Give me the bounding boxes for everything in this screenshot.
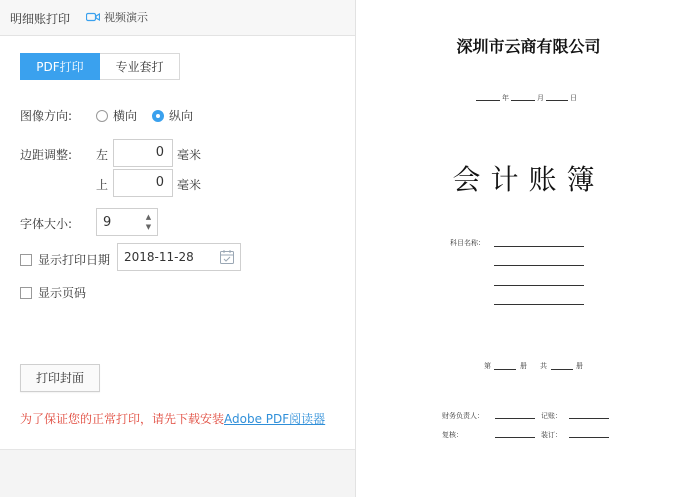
print-date-field[interactable] [117, 243, 241, 271]
total-underline [551, 369, 573, 370]
day-underline [546, 100, 568, 101]
font-size-value: 9 [103, 215, 112, 230]
year-label: 年 [502, 94, 509, 102]
finance-lead-label: 财务负责人： [442, 412, 484, 420]
total-prefix: 共 [540, 362, 547, 370]
subject-line-3 [494, 285, 584, 286]
margin-top-unit: 毫米 [177, 178, 202, 192]
top-bar [0, 0, 355, 36]
tab-pdf-print[interactable]: PDF打印 [20, 53, 100, 80]
binding-line [569, 437, 609, 438]
volume-underline [494, 369, 516, 370]
print-mode-tabs [20, 53, 180, 80]
total-unit: 册 [576, 362, 583, 370]
margin-label: 边距调整: [20, 148, 73, 162]
date-line [474, 93, 577, 103]
video-demo-label: 视频演示 [104, 11, 148, 24]
day-label: 日 [570, 94, 577, 102]
adobe-reader-link[interactable]: Adobe PDF阅读器 [224, 412, 326, 426]
checkbox-box [20, 287, 32, 299]
show-print-date-label: 显示打印日期 [38, 253, 111, 267]
margin-left-input[interactable]: 0 [113, 139, 173, 167]
show-print-date-checkbox[interactable] [20, 251, 110, 268]
review-line [495, 437, 535, 438]
margin-left-unit: 毫米 [177, 148, 202, 162]
year-underline [476, 100, 500, 101]
volume-prefix: 第 [484, 362, 491, 370]
show-page-number-checkbox[interactable] [20, 284, 86, 301]
orientation-label: 图像方向: [20, 109, 73, 123]
finance-lead-line [495, 418, 535, 419]
radio-dot [152, 110, 164, 122]
review-label: 复核： [442, 431, 463, 439]
subject-line-1 [494, 246, 584, 247]
print-cover-button[interactable]: 打印封面 [20, 364, 100, 392]
video-demo-link[interactable] [86, 9, 148, 25]
subject-label: 科目名称： [450, 239, 485, 247]
bottom-strip [0, 449, 355, 497]
window-title: 明细账打印 [10, 12, 71, 26]
orientation-portrait-radio[interactable] [152, 107, 193, 124]
increment-icon[interactable]: ▲ [145, 213, 152, 221]
company-name: 深圳市云商有限公司 [456, 37, 601, 56]
font-size-stepper[interactable] [96, 208, 158, 236]
radio-dot [96, 110, 108, 122]
video-camera-icon [86, 12, 100, 22]
volume-unit: 册 [520, 362, 527, 370]
orientation-landscape-radio[interactable] [96, 107, 137, 124]
show-page-number-label: 显示页码 [38, 286, 87, 300]
checkbox-box [20, 254, 32, 266]
subject-line-2 [494, 265, 584, 266]
binding-label: 装订： [541, 431, 562, 439]
tab-professional-print[interactable]: 专业套打 [100, 53, 180, 80]
tip-text: 为了保证您的正常打印，请先下载安装 [20, 412, 225, 426]
radio-label: 纵向 [169, 109, 194, 123]
month-label: 月 [537, 94, 544, 102]
font-size-label: 字体大小: [20, 217, 73, 231]
decrement-icon[interactable]: ▼ [145, 223, 152, 231]
bookkeeper-line [569, 418, 609, 419]
month-underline [511, 100, 535, 101]
margin-top-input[interactable]: 0 [113, 169, 173, 197]
cover-preview [355, 0, 700, 497]
print-options [0, 36, 355, 449]
margin-top-label: 上 [96, 178, 109, 192]
margin-left-label: 左 [96, 148, 109, 162]
pdf-reader-tip [20, 410, 325, 427]
print-date-value: 2018-11-28 [124, 250, 194, 264]
bookkeeper-label: 记账： [541, 412, 562, 420]
radio-label: 横向 [113, 109, 138, 123]
book-title: 会计账簿 [452, 163, 605, 196]
calendar-icon[interactable] [219, 249, 235, 265]
subject-line-4 [494, 304, 584, 305]
